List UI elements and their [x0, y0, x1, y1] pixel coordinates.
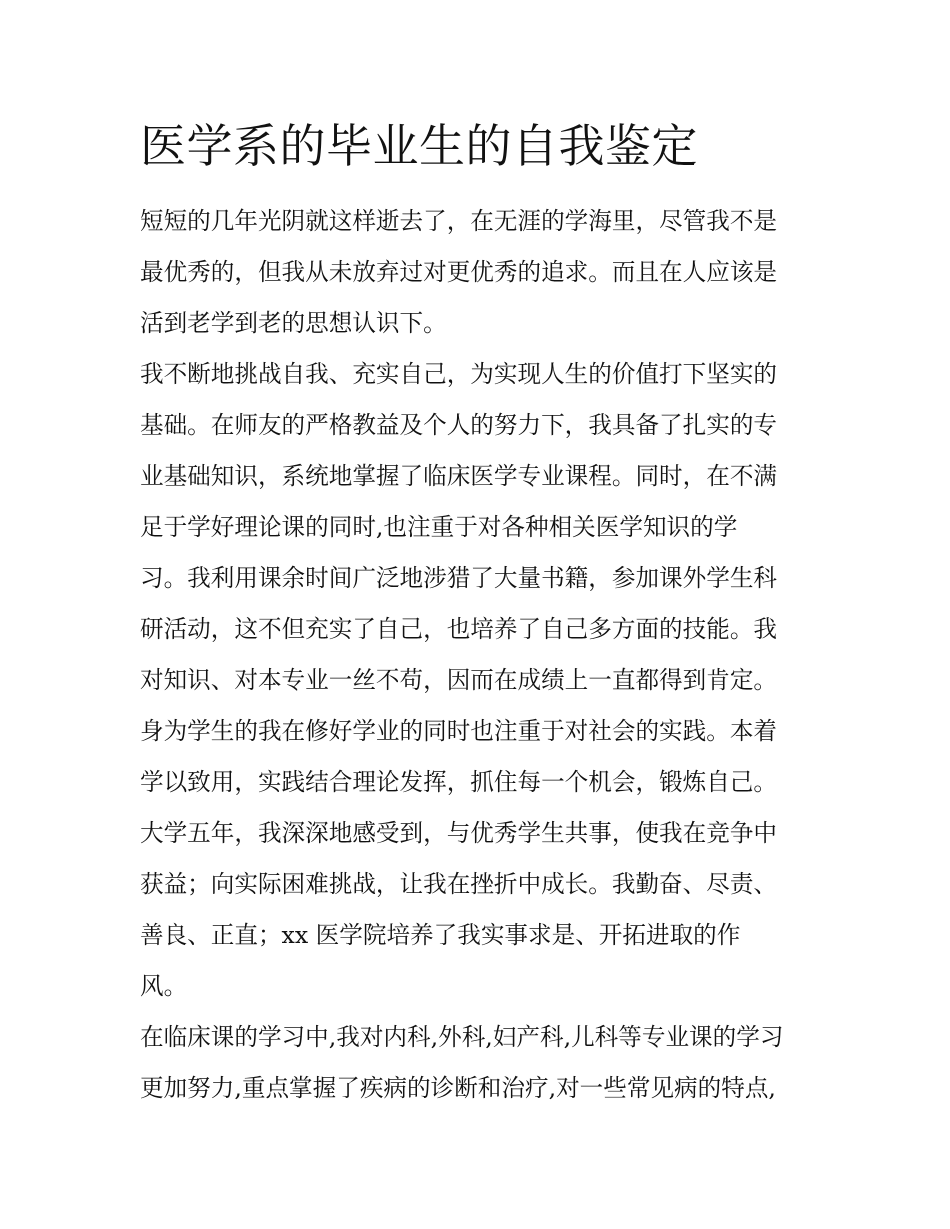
body-line: 大学五年，我深深地感受到，与优秀学生共事，使我在竞争中: [140, 819, 778, 847]
body-line: 身为学生的我在修好学业的同时也注重于对社会的实践。本着: [140, 717, 778, 745]
body-line: 研活动，这不但充实了自己，也培养了自己多方面的技能。我: [140, 615, 778, 643]
body-line: 在临床课的学习中,我对内科,外科,妇产科,儿科等专业课的学习: [140, 1023, 784, 1051]
body-line: 基础。在师友的严格教益及个人的努力下，我具备了扎实的专: [140, 411, 778, 439]
body-line: 学以致用，实践结合理论发挥，抓住每一个机会，锻炼自己。: [140, 768, 778, 796]
body-line: 活到老学到老的思想认识下。: [140, 309, 447, 337]
body-line: 短短的几年光阴就这样逝去了，在无涯的学海里，尽管我不是: [140, 207, 778, 235]
document-body: [140, 196, 840, 1114]
body-line: 最优秀的，但我从未放弃过对更优秀的追求。而且在人应该是: [140, 258, 778, 286]
body-line: 风。: [140, 972, 188, 1000]
body-line: 更加努力,重点掌握了疾病的诊断和治疗,对一些常见病的特点,: [140, 1074, 776, 1102]
body-line: 善良、正直；xx 医学院培养了我实事求是、开拓进取的作: [140, 921, 741, 949]
body-line: 我不断地挑战自我、充实自己，为实现人生的价值打下坚实的: [140, 360, 778, 388]
body-line: 获益；向实际困难挑战，让我在挫折中成长。我勤奋、尽责、: [140, 870, 778, 898]
document-title: 医学系的毕业生的自我鉴定: [140, 119, 698, 173]
body-line: 习。我利用课余时间广泛地涉猎了大量书籍，参加课外学生科: [140, 564, 778, 592]
body-line: 足于学好理论课的同时,也注重于对各种相关医学知识的学: [140, 513, 738, 541]
body-line: 业基础知识，系统地掌握了临床医学专业课程。同时，在不满: [140, 462, 778, 490]
body-line: 对知识、对本专业一丝不苟，因而在成绩上一直都得到肯定。: [140, 666, 778, 694]
